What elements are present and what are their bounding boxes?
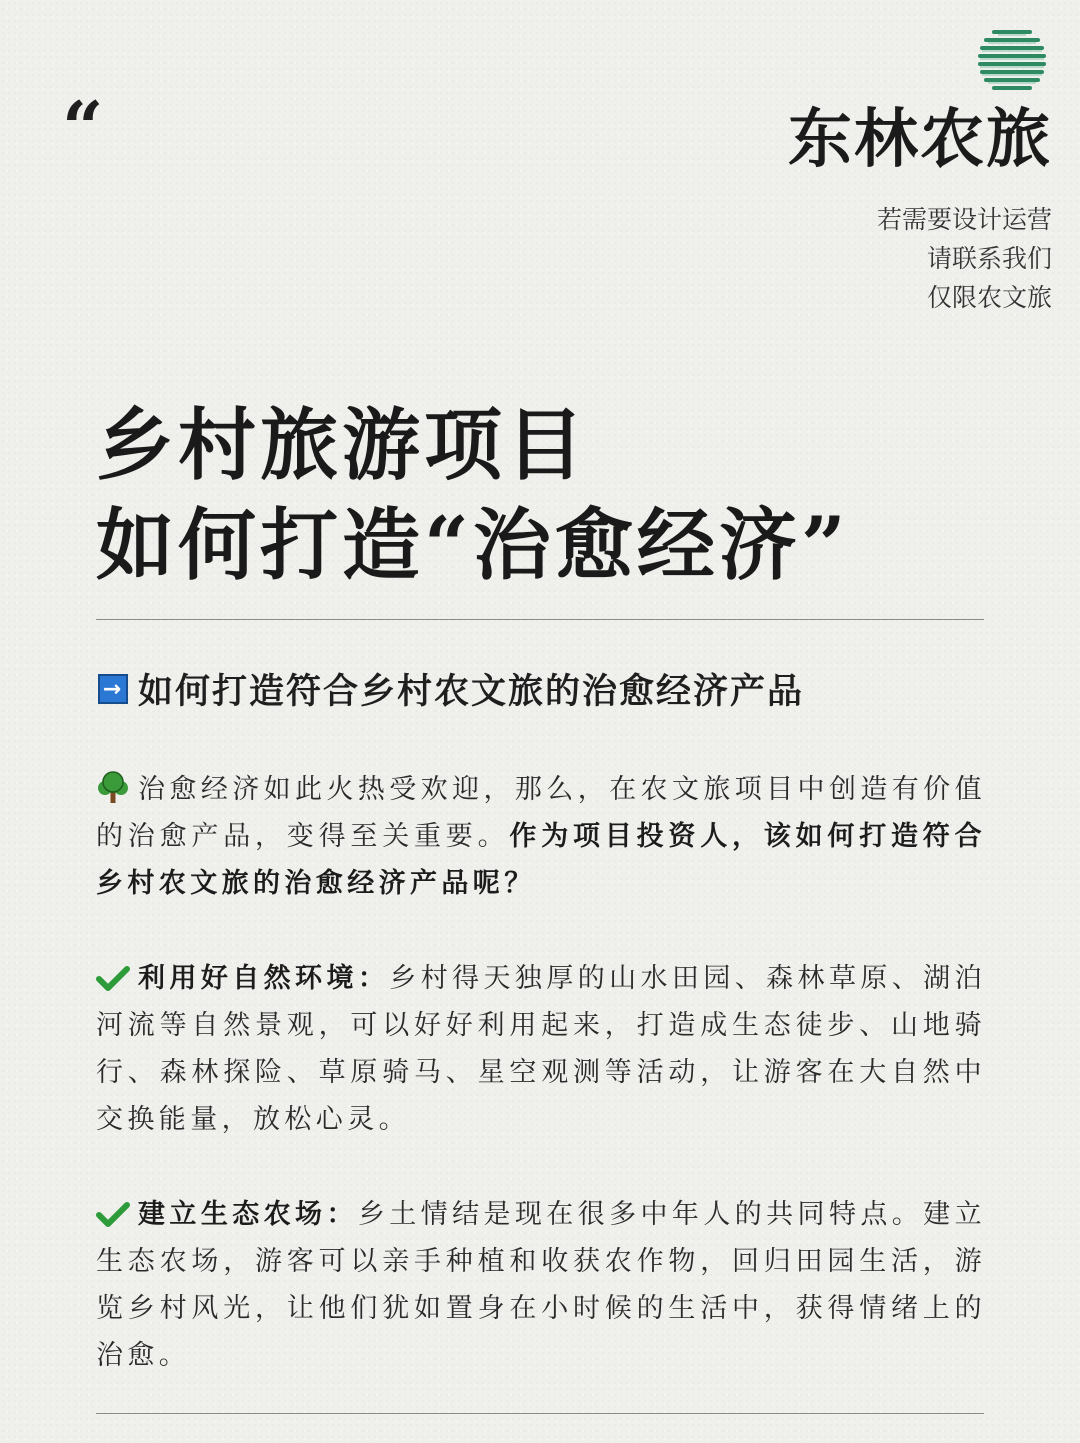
title-line-2: 如何打造“治愈经济” [96,500,850,591]
checkmark-icon [96,1201,130,1229]
checkmark-icon [96,965,130,993]
intro-bold-text: 作为项目投资人，该如何打造符合乡村农文旅的治愈经济产品呢？ [96,821,987,899]
point-2-text: 乡土情结是现在很多中年人的共同特点。建立生态农场，游客可以亲手种植和收获农作物，回归田园生活，游览乡村风光，让他们犹如置身在小时候的生活中，获得情绪上的治愈。 [96,1199,986,1371]
point-1-text: 乡村得天独厚的山水田园、森林草原、湖泊河流等自然景观，可以好好利用起来，打造成生态徒步、山地骑行、森林探险、草原骑马、星空观测等活动，让游客在大自然中交换能量，放松心灵。 [96,963,986,1135]
top-divider [96,619,984,620]
arrow-right-box-icon: → [98,674,128,704]
brand-notes [752,200,1052,317]
brand-note-3: 仅限农文旅 [926,283,1052,312]
brand-block [752,28,1052,317]
intro-paragraph [96,766,986,907]
section-heading-text: 如何打造符合乡村农文旅的治愈经济产品 [138,672,805,712]
bottom-divider [96,1413,984,1414]
brand-name: 东林农旅 [788,103,1052,177]
point-1-label: 利用好自然环境： [138,963,390,994]
brand-note-2: 请联系我们 [926,244,1052,273]
page-title [96,396,850,596]
point-eco-farm [96,1191,986,1379]
tree-icon [96,770,130,804]
intro-text: 治愈经济如此火热受欢迎，那么，在农文旅项目中创造有价值的治愈产品，变得至关重要。 [96,774,986,852]
section-heading [98,664,804,714]
point-natural-environment [96,955,986,1143]
brand-note-1: 若需要设计运营 [876,205,1052,234]
quote-mark: “ [62,85,104,170]
point-2-label: 建立生态农场： [138,1199,358,1230]
title-line-1: 乡村旅游项目 [96,400,589,491]
striped-sphere-logo [978,28,1046,94]
